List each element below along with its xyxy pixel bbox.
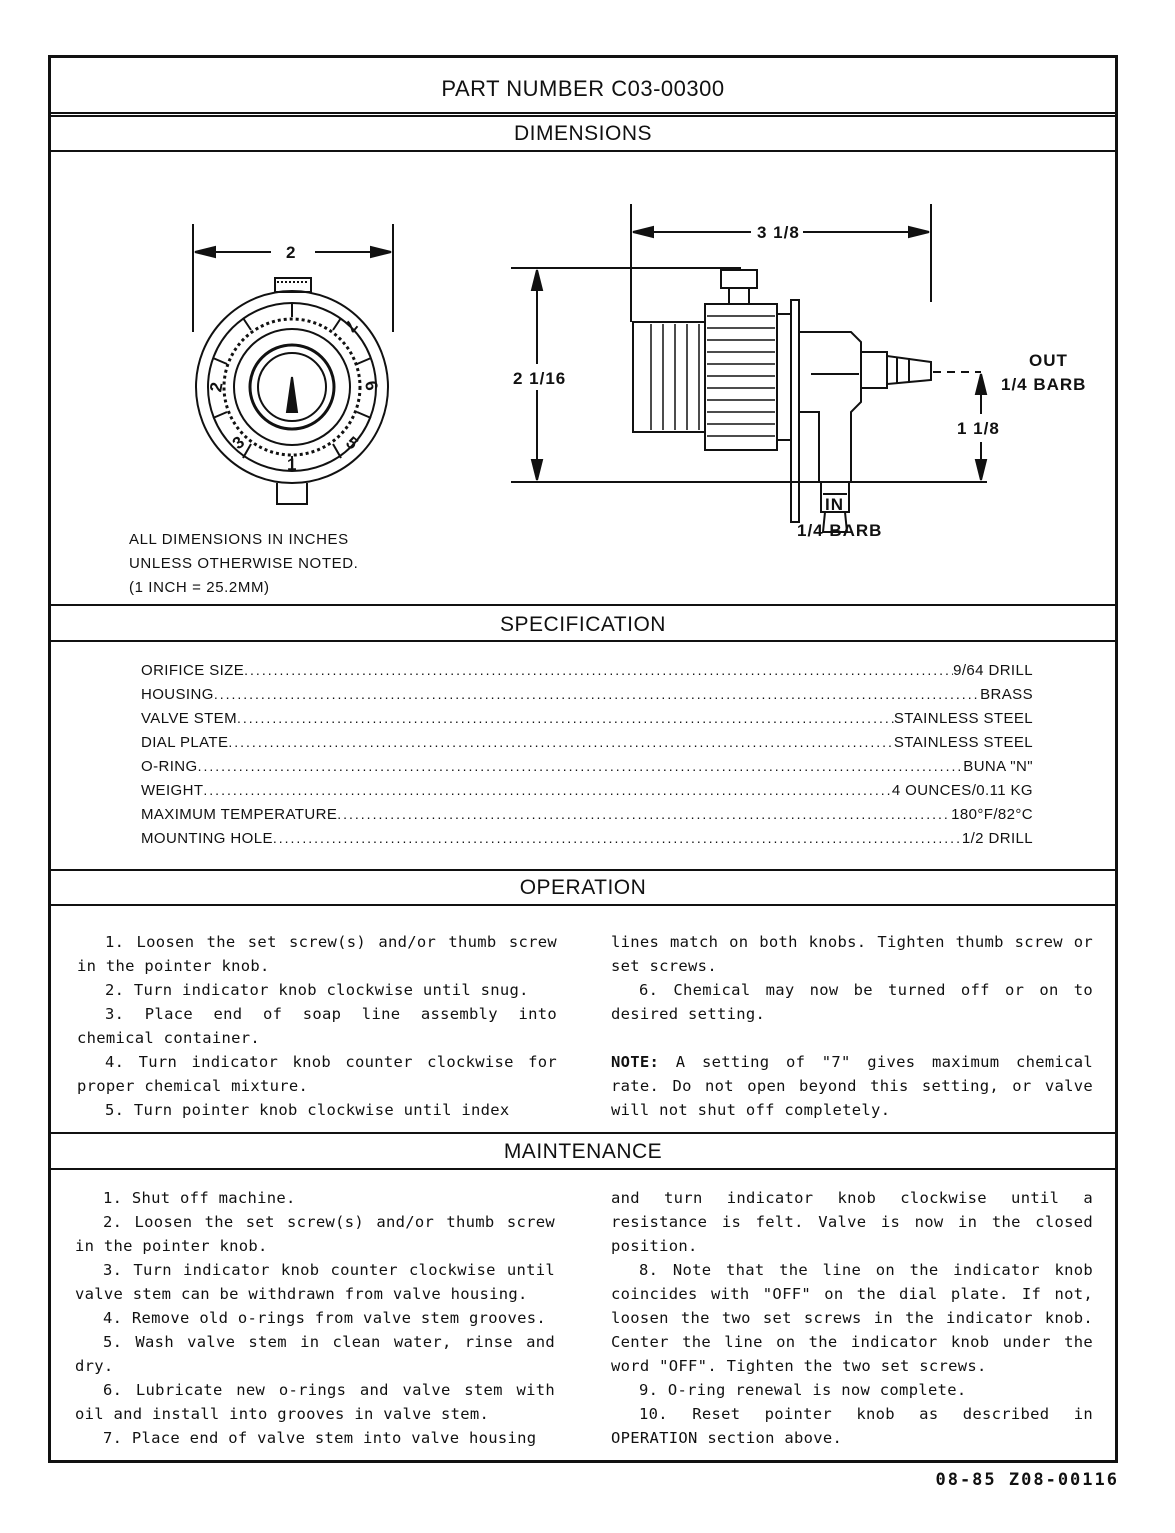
dial-plate-side (791, 300, 799, 522)
divider (51, 1168, 1115, 1170)
arrowhead (976, 374, 986, 394)
outlet-offset-label: 1 1/8 (957, 419, 1000, 438)
leader-dots (198, 754, 964, 778)
arrowhead (909, 227, 929, 237)
leader-dots (203, 778, 891, 802)
spec-value: BRASS (980, 686, 1033, 703)
spec-row (141, 658, 1033, 682)
spec-value: BUNA "N" (963, 758, 1033, 775)
divider (51, 869, 1115, 871)
operation-note (611, 1050, 1093, 1122)
spec-value: 4 OUNCES/0.11 KG (891, 782, 1033, 799)
spec-label: HOUSING (141, 686, 214, 703)
note-line: UNLESS OTHERWISE NOTED. (129, 555, 359, 572)
leader-dots (337, 802, 951, 826)
dial-number: 1 (287, 455, 298, 474)
thumb-screw-side (721, 270, 757, 288)
dimensions-heading: DIMENSIONS (513, 122, 652, 145)
dial-number: 2 (206, 379, 227, 394)
maintenance-left-column (75, 1186, 555, 1450)
spec-value: 180°F/82°C (951, 806, 1033, 823)
maintenance-step: 1. Shut off machine. (103, 1189, 296, 1207)
operation-step: 1. Loosen the set screw(s) and/or thumb screw in the pointer knob. (77, 933, 557, 975)
maintenance-step: 4. Remove old o-rings from valve stem grooves. (103, 1309, 547, 1327)
leader-dots (214, 682, 980, 706)
maintenance-step: 10. Reset pointer knob as described in OPERATION section above. (611, 1405, 1093, 1447)
spec-row (141, 754, 1033, 778)
operation-left-column (77, 930, 557, 1122)
pointer (287, 377, 297, 412)
divider (51, 904, 1115, 906)
valve-body (799, 332, 861, 482)
spec-label: VALVE STEM (141, 710, 237, 727)
arrowhead (976, 460, 986, 480)
divider (51, 604, 1115, 606)
operation-step: 4. Turn indicator knob counter clockwise for proper chemical mixture. (77, 1053, 557, 1095)
spec-row (141, 730, 1033, 754)
arrowhead (532, 270, 542, 290)
outlet-barb (861, 352, 887, 388)
spec-value: 9/64 DRILL (953, 662, 1033, 679)
operation-heading: OPERATION (519, 876, 647, 899)
dial-number: 6 (361, 379, 382, 393)
spec-row (141, 826, 1033, 850)
maintenance-step: 3. Turn indicator knob counter clockwise until valve stem can be withdrawn from valve housing. (75, 1261, 555, 1303)
spec-label: MOUNTING HOLE (141, 830, 273, 847)
out-barb-label: 1/4 BARB (1001, 375, 1087, 394)
operation-step: 6. Chemical may now be turned off or on to desired setting. (611, 981, 1093, 1023)
in-barb-label: 1/4 BARB (797, 521, 883, 540)
note-text: A setting of "7" gives maximum chemical rate. Do not open beyond this setting, or valve will not shut off completely. (611, 1053, 1094, 1119)
spec-value: STAINLESS STEEL (893, 734, 1033, 751)
maintenance-step: 8. Note that the line on the indicator knob coincides with "OFF" on the dial plate. If not, loosen the two set screws in the indicator knob. Center the line on the indicator knob under the word "OFF". Tighten the two set screws. (611, 1261, 1093, 1375)
operation-step: 5. Turn pointer knob clockwise until index (105, 1101, 510, 1119)
height-label: 2 1/16 (513, 369, 567, 388)
spec-row (141, 802, 1033, 826)
divider (51, 112, 1115, 114)
note-line: ALL DIMENSIONS IN INCHES (129, 531, 349, 548)
spec-label: ORIFICE SIZE (141, 662, 245, 679)
arrowhead (633, 227, 653, 237)
spec-row (141, 778, 1033, 802)
specification-heading: SPECIFICATION (500, 613, 666, 636)
arrowhead (371, 247, 391, 257)
maintenance-heading: MAINTENANCE (503, 1140, 663, 1163)
dial-number: 5 (342, 432, 363, 455)
spec-label: MAXIMUM TEMPERATURE (141, 806, 338, 823)
leader-dots (244, 658, 953, 682)
divider (51, 1132, 1115, 1134)
maintenance-step: 7. Place end of valve stem into valve housing (103, 1429, 537, 1447)
housing-flange (777, 314, 791, 440)
operation-right-column (611, 930, 1093, 1122)
spec-value: STAINLESS STEEL (893, 710, 1033, 727)
dial-number: 7 (339, 316, 362, 337)
leader-dots (237, 706, 894, 730)
leader-dots (273, 826, 962, 850)
spec-label: O-RING (141, 758, 198, 775)
operation-step-continued: lines match on both knobs. Tighten thumb screw or set screws. (611, 933, 1093, 975)
divider (51, 640, 1115, 642)
thumb-screw (275, 278, 311, 292)
dial-number: 3 (228, 431, 249, 454)
maintenance-step: 6. Lubricate new o-rings and valve stem with oil and install into grooves in valve stem. (75, 1381, 555, 1423)
spec-row (141, 706, 1033, 730)
out-label: OUT (1029, 351, 1068, 370)
front-width-label: 2 (286, 243, 297, 262)
side-width-label: 3 1/8 (757, 223, 800, 242)
valve-cap (633, 322, 705, 432)
note-label: NOTE: (611, 1053, 660, 1071)
maintenance-step-continued: and turn indicator knob clockwise until a resistance is felt. Valve is now in the closed position. (611, 1189, 1093, 1255)
spec-value: 1/2 DRILL (961, 830, 1033, 847)
spec-label: DIAL PLATE (141, 734, 229, 751)
document-code: 08-85 Z08-00116 (935, 1470, 1119, 1490)
operation-step: 2. Turn indicator knob clockwise until snug. (105, 981, 529, 999)
dimension-notes (129, 528, 358, 600)
arrowhead (532, 460, 542, 480)
leader-dots (228, 730, 894, 754)
maintenance-step: 9. O-ring renewal is now complete. (639, 1381, 967, 1399)
page-frame (48, 55, 1118, 1463)
inlet-nozzle (277, 483, 307, 504)
maintenance-step: 5. Wash valve stem in clean water, rinse and dry. (75, 1333, 555, 1375)
maintenance-step: 2. Loosen the set screw(s) and/or thumb screw in the pointer knob. (75, 1213, 555, 1255)
note-line: (1 INCH = 25.2MM) (129, 579, 270, 596)
maintenance-right-column (611, 1186, 1093, 1450)
part-number-title: PART NUMBER C03-00300 (441, 76, 725, 101)
in-label: IN (825, 495, 844, 514)
operation-step: 3. Place end of soap line assembly into chemical container. (77, 1005, 557, 1047)
spec-label: WEIGHT (141, 782, 204, 799)
arrowhead (195, 247, 215, 257)
divider (51, 115, 1115, 117)
indicator-knob-body (705, 304, 777, 450)
spec-row (141, 682, 1033, 706)
